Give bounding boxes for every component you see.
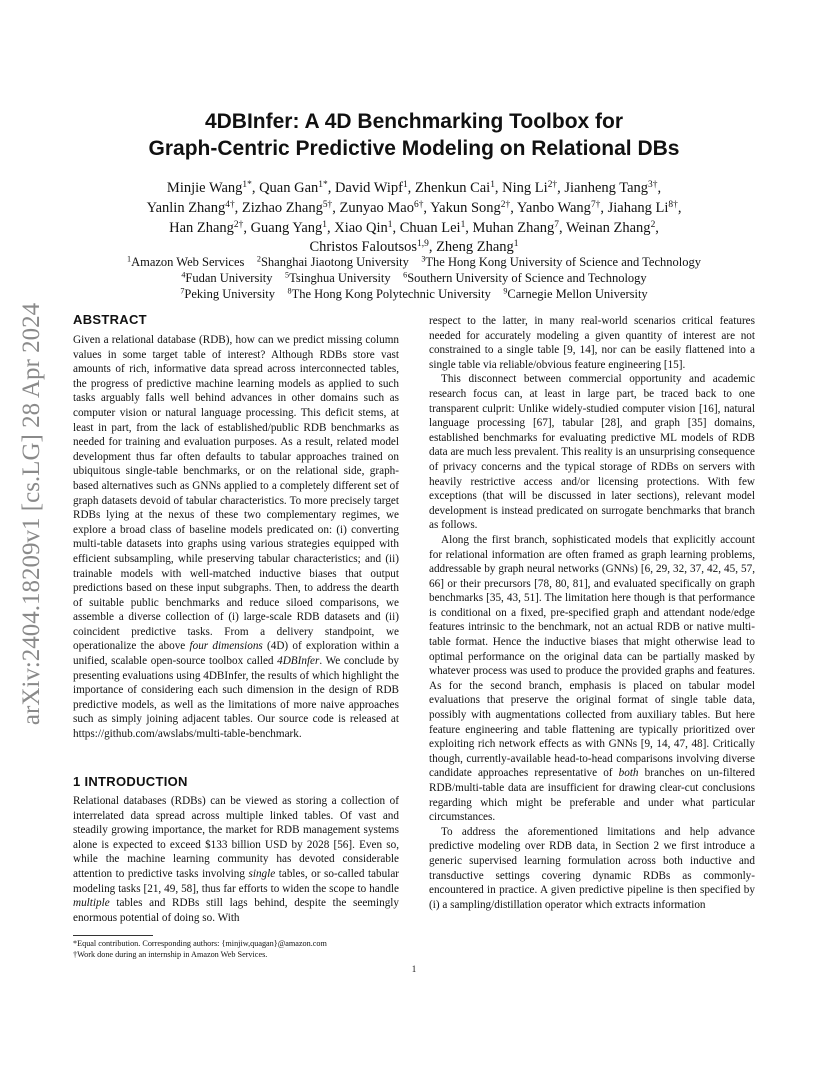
affiliation: $^8$The Hong Kong Polytechnic University xyxy=(287,286,491,301)
authors-line-4: Christos Faloutsos$^{1,9}$, Zheng Zhang$^1$ xyxy=(309,238,519,255)
affiliations-line-1 xyxy=(60,254,768,270)
affiliation: $^7$Peking University xyxy=(180,286,276,301)
affiliations-line-3 xyxy=(60,286,768,302)
author-name: Muhan Zhang$^7$ xyxy=(472,219,559,236)
author-name: Zizhao Zhang$^{5\dagger}$ xyxy=(241,199,333,216)
introduction-heading: 1 INTRODUCTION xyxy=(73,774,188,789)
page-number: 1 xyxy=(411,964,417,974)
affiliations-line-2 xyxy=(60,270,768,286)
abstract-paragraph: Given a relational database (RDB), how can we predict missing column values in some target table of interest? Although RDBs store vast amounts of rich, informative data spread across interconnected tables, the progress of predictive machine learning models as applied to such tasks arguably falls well behind advances in other domains such as computer vision or natural language processing. This deficit stems, at least in part, from the lack of established/public RDB benchmarks as needed for training and evaluation purposes. As a result, related model development thus far often defaults to tabular approaches trained on ubiquitous single-table benchmarks, or on the relational side, graph-based alternatives such as GNNs applied to a completely different set of graph datasets devoid of tabular characteristics. To more precisely target RDBs lying at the nexus of these two complementary regimes, we explore a broad class of baseline models predicated on: (i) converting multi-table datasets into graphs using various strategies equipped with efficient subsampling, while preserving tabular characteristics; and (ii) trainable models with well-matched inductive biases that output predictions based on these input subgraphs. Then, to address the dearth of suitable public benchmarks and reduce siloed comparisons, we assemble a diverse collection of (i) large-scale RDB datasets and (ii) coincident predictive tasks. From a delivery standpoint, we operationalize the above four dimensions (4D) of exploration within a unified, scalable open-source toolbox called 4DBInfer. We conclude by presenting evaluations using 4DBInfer, the results of which highlight the importance of considering each such dimension in the design of RDB predictive models, as well as the limitations of more naive approaches such as simply joining adjacent tables. Our source code is released at https://github.com/awslabs/multi-table-benchmark. xyxy=(73,334,400,741)
author-name: Xiao Qin$^1$ xyxy=(334,219,393,236)
authors-line-3: Han Zhang$^{2\dagger}$, Guang Yang$^1$, Xiao Qin$^1$, Chuan Lei$^1$, Muhan Zhang$^7$, Weinan Zhang$^2$, xyxy=(169,219,659,236)
intro-paragraph-2: This disconnect between commercial opportunity and academic research focus can, at least in large part, be traced back to one transparent culprit: Unlike widely-studied computer vision [16], natural language processing [67], tabular [28], and graph [35] domains, established benchmarks for evaluating predictive ML models of RDB data are much less prevalent. This reality is an unsurprising consequence of privacy concerns and the typical storage of RDBs on servers with heavily restrictive access and/or licensing protections. With few exceptions (that will be discussed in later sections), relevant model development is instead predicated on surrogate benchmarks that branch as follows. xyxy=(429,373,755,532)
footnote-equal-contribution: *Equal contribution. Corresponding authors: {minjiw,quagan}@amazon.com xyxy=(73,939,327,948)
right-column xyxy=(429,314,755,912)
authors-line-2: Yanlin Zhang$^{4\dagger}$, Zizhao Zhang$^{5\dagger}$, Zunyao Mao$^{6\dagger}$, Yakun Song$^{2\dagger}$, Yanbo Wang$^{7\dagger}$, Jiahang $Li^{8\dagger}$, xyxy=(146,199,682,216)
author-name: Weinan Zhang$^2$ xyxy=(565,219,656,236)
authors-line-1: Minjie Wang$^{1*}$, Quan Gan$^{1*}$, David Wipf$^1$, Zhenkun Cai$^1$, Ning $Li^{2\dagger}$, Jianheng Tang$^{3\dagger}$, xyxy=(166,179,662,196)
intro-paragraph-1-cont: respect to the latter, in many real-world scenarios critical features needed for accurately modeling a given quantity of interest are not constrained to a single table [9, 14], nor can be easily flattened into a single table via reliable/obvious feature engineering [15]. xyxy=(429,315,755,371)
paper-title-line-1: 4DBInfer: A 4D Benchmarking Toolbox for xyxy=(204,110,624,133)
abstract-body xyxy=(73,333,399,742)
author-name: Jianheng Tang$^{3\dagger}$ xyxy=(564,179,658,196)
arxiv-stamp: arXiv:2404.18209v1 [cs.LG] 28 Apr 2024 xyxy=(18,302,45,726)
affiliation: $^9$Carnegie Mellon University xyxy=(503,286,648,301)
author-name: Zunyao Mao$^{6\dagger}$ xyxy=(339,199,424,216)
author-name: Minjie Wang$^{1*}$ xyxy=(166,179,252,196)
affiliation: $^3$The Hong Kong University of Science and Technology xyxy=(421,254,701,269)
author-name: Yanlin Zhang$^{4\dagger}$ xyxy=(146,199,235,216)
affiliation: $^2$Shanghai Jiaotong University xyxy=(256,254,409,269)
footnote-internship: †Work done during an internship in Amazon Web Services. xyxy=(73,950,268,959)
intro-paragraph-3: Along the first branch, sophisticated models that explicitly account for relational information are often framed as graph learning problems, addressable by graph neural networks (GNNs) [6, 29, 32, 37, 42, 45, 57, 66] or their precursors [78, 80, 81], and evaluated specifically on graph benchmarks [35, 43, 51]. The limitation here though is that performance is conditional on a fixed, pre-specified graph and attendant node/edge features intrinsic to the benchmark, not an actual RDB or native multi-table format. Hence the inductive biases that might otherwise lead to optimal performance on the original data can be partially masked by whatever process was used to produce the provided graphs and features. As for the second branch, emphasis is placed on tabular model evaluations that preserve the original format of single table data, possibly with augmentations collected from auxiliary tables. But here feature engineering and table flattening are typically prioritized over exploiting rich network effects as with GNNs [9, 14, 47, 48]. Critically though, currently-available head-to-head comparisons involving diverse candidate approaches representative of both branches on un-filtered RDB/multi-table data are insufficient for drawing clear-cut conclusions regarding which might be preferable and under what particular circumstances. xyxy=(429,533,755,824)
intro-paragraph-1: Relational databases (RDBs) can be viewed as storing a collection of interrelated data spread across multiple linked tables. Of vast and steadily growing importance, the market for RDB management systems alone is expected to exceed $133 billion USD by 2028 [56]. Even so, while the machine learning community has devoted considerable attention to predictive tasks involving single tables, or so-called tabular modeling tasks [21, 49, 58], thus far efforts to widen the scope to handle multiple tables and RDBs still lags behind, despite the seemingly enormous potential of doing so. With xyxy=(73,795,400,924)
author-name: Jiahang $Li^{8\dagger}$ xyxy=(607,199,678,216)
author-name: Zhenkun Cai$^1$ xyxy=(414,179,495,196)
affiliation: $^4$Fudan University xyxy=(181,270,273,285)
intro-paragraph-4: To address the aforementioned limitations and help advance predictive modeling over RDB data, in Section 2 we first introduce a generic supervised learning formulation across both inductive and transductive settings covering dynamic RDBs as commonly-encountered in practice. A given predictive pipeline is then specified by (i) a sampling/distillation operator which extracts information xyxy=(429,825,755,911)
author-name: Han Zhang$^{2\dagger}$ xyxy=(169,219,244,236)
affiliation: $^5$Tsinghua University xyxy=(285,270,391,285)
author-name: Christos Faloutsos$^{1,9}$ xyxy=(309,238,429,255)
author-name: Chuan Lei$^1$ xyxy=(399,219,466,236)
footnote-rule xyxy=(73,935,153,936)
author-name: Yakun Song$^{2\dagger}$ xyxy=(430,199,511,216)
author-name: David Wipf$^1$ xyxy=(334,179,408,196)
author-name: Zheng Zhang$^1$ xyxy=(436,238,519,255)
introduction-left-column xyxy=(73,794,399,925)
author-name: Yanbo Wang$^{7\dagger}$ xyxy=(516,199,601,216)
author-name: Ning $Li^{2\dagger}$ xyxy=(502,179,558,196)
author-name: Guang Yang$^1$ xyxy=(250,219,327,236)
affiliation: $^1$Amazon Web Services xyxy=(127,254,245,269)
author-name: Quan Gan$^{1*}$ xyxy=(259,179,328,196)
abstract-heading: ABSTRACT xyxy=(73,312,147,327)
paper-title-line-2: Graph-Centric Predictive Modeling on Relational DBs xyxy=(148,137,680,160)
affiliation: $^6$Southern University of Science and Technology xyxy=(403,270,647,285)
